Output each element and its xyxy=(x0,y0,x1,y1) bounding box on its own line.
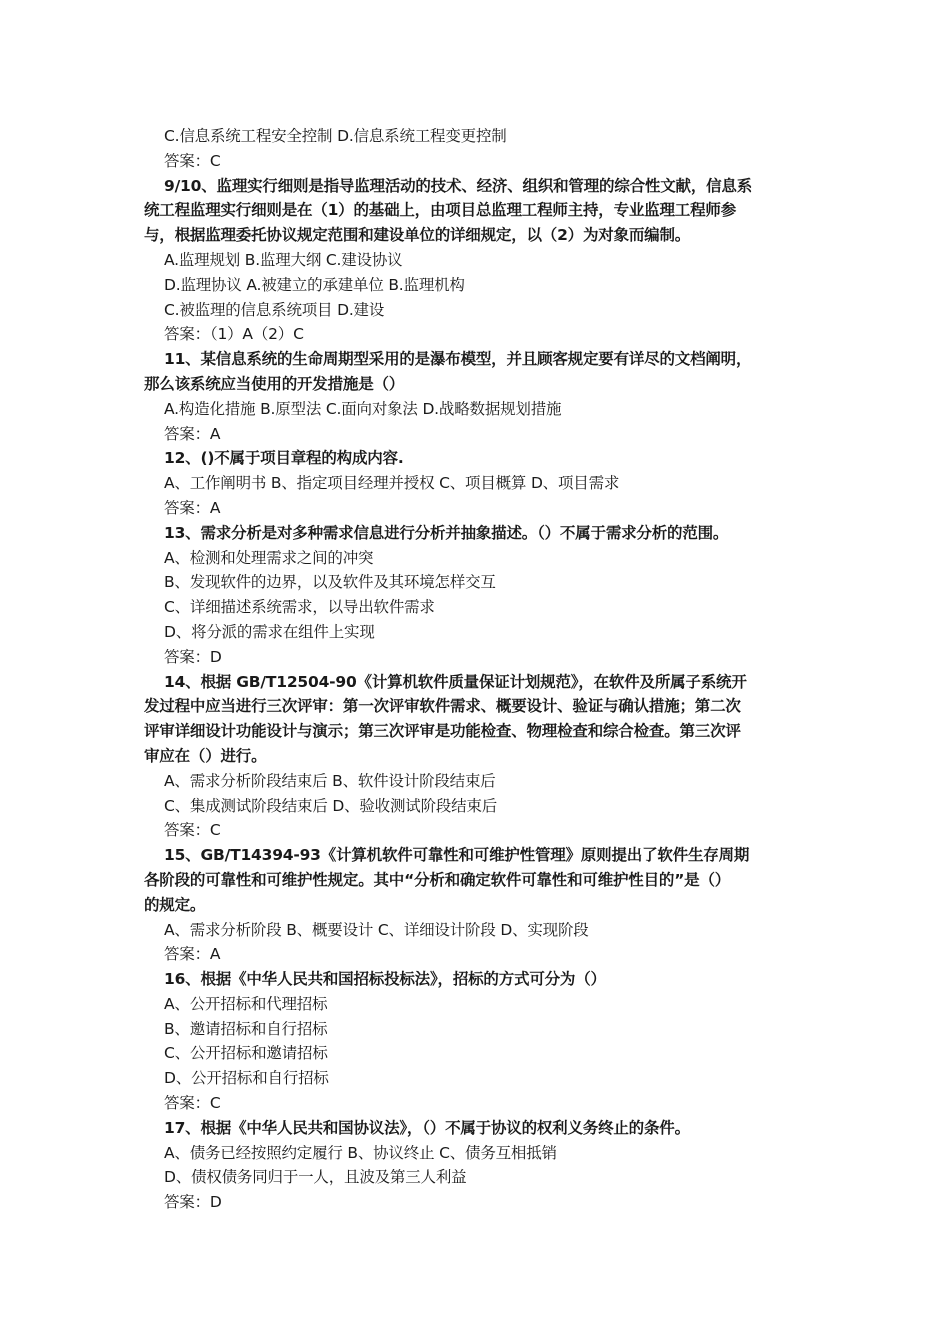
question-line: 审应在（）进行。 xyxy=(144,746,267,765)
option-line: D.监理协议 A.被建立的承建单位 B.监理机构 xyxy=(164,275,465,294)
answer-line: 答案：C xyxy=(164,821,221,840)
answer-line: 答案：C xyxy=(164,151,221,170)
option-line: C.信息系统工程安全控制 D.信息系统工程变更控制 xyxy=(164,127,507,145)
question-line: 12、()不属于项目章程的构成内容. xyxy=(164,449,404,468)
question-line: 那么该系统应当使用的开发措施是（） xyxy=(144,374,405,393)
option-line: D、公开招标和自行招标 xyxy=(164,1069,329,1088)
question-line: 17、根据《中华人民共和国协议法》，（）不属于协议的权利义务终止的条件。 xyxy=(164,1118,690,1137)
option-line: A、需求分析阶段 B、概要设计 C、详细设计阶段 D、实现阶段 xyxy=(164,920,589,939)
option-line: A、工作阐明书 B、指定项目经理并授权 C、项目概算 D、项目需求 xyxy=(164,474,620,493)
option-line: A.构造化措施 B.原型法 C.面向对象法 D.战略数据规划措施 xyxy=(164,399,562,418)
option-line: C、详细描述系统需求，以导出软件需求 xyxy=(164,598,435,617)
question-line: 各阶段的可靠性和可维护性规定。其中“分析和确定软件可靠性和可维护性目的”是（） xyxy=(144,870,731,889)
option-line: C、集成测试阶段结束后 D、验收测试阶段结束后 xyxy=(164,796,498,815)
question-line: 11、某信息系统的生命周期型采用的是瀑布模型，并且顾客规定要有详尽的文档阐明， xyxy=(164,350,752,369)
option-line: B、发现软件的边界，以及软件及其环境怎样交互 xyxy=(164,573,496,592)
option-line: B、邀请招标和自行招标 xyxy=(164,1019,328,1038)
answer-line: 答案：A xyxy=(164,945,221,964)
question-line: 发过程中应当进行三次评审：第一次评审软件需求、概要设计、验证与确认措施；第二次 xyxy=(144,697,741,716)
question-line: 15、GB/T14394-93《计算机软件可靠性和可维护性管理》原则提出了软件生存周期 xyxy=(164,846,750,865)
option-line: C、公开招标和邀请招标 xyxy=(164,1044,328,1063)
question-line: 的规定。 xyxy=(144,895,206,914)
answer-line: 答案：A xyxy=(164,498,221,517)
answer-line: 答案：D xyxy=(164,647,222,666)
option-line: A、债务已经按照约定履行 B、协议终止 C、债务互相抵销 xyxy=(164,1143,557,1162)
option-line: A、公开招标和代理招标 xyxy=(164,994,328,1013)
answer-line: 答案：D xyxy=(164,1193,222,1212)
question-line: 9/10、监理实行细则是指导监理活动的技术、经济、组织和管理的综合性文献，信息系 xyxy=(164,176,753,195)
question-line: 统工程监理实行细则是在（1）的基础上，由项目总监理工程师主持，专业监理工程师参 xyxy=(144,201,736,220)
option-line: A.监理规划 B.监理大纲 C.建设协议 xyxy=(164,250,403,269)
answer-line: 答案：（1）A（2）C xyxy=(164,325,304,344)
option-line: A、需求分析阶段结束后 B、软件设计阶段结束后 xyxy=(164,771,496,790)
question-line: 14、根据 GB/T12504-90《计算机软件质量保证计划规范》，在软件及所属子系统开 xyxy=(164,672,747,691)
question-line: 与，根据监理委托协议规定范围和建设单位的详细规定，以（2）为对象而编制。 xyxy=(144,226,691,245)
option-line: D、将分派的需求在组件上实现 xyxy=(164,622,375,641)
question-line: 13、需求分析是对多种需求信息进行分析并抽象描述。（）不属于需求分析的范围。 xyxy=(164,523,729,542)
option-line: A、检测和处理需求之间的冲突 xyxy=(164,548,374,567)
question-line: 16、根据《中华人民共和国招标投标法》，招标的方式可分为（） xyxy=(164,970,606,989)
answer-line: 答案：A xyxy=(164,424,221,443)
document-body xyxy=(144,124,814,1215)
question-line: 评审详细设计功能设计与演示；第三次评审是功能检查、物理检查和综合检查。第三次评 xyxy=(144,722,741,741)
option-line: D、债权债务同归于一人，且波及第三人利益 xyxy=(164,1168,467,1187)
option-line: C.被监理的信息系统项目 D.建设 xyxy=(164,300,385,319)
answer-line: 答案：C xyxy=(164,1094,221,1113)
